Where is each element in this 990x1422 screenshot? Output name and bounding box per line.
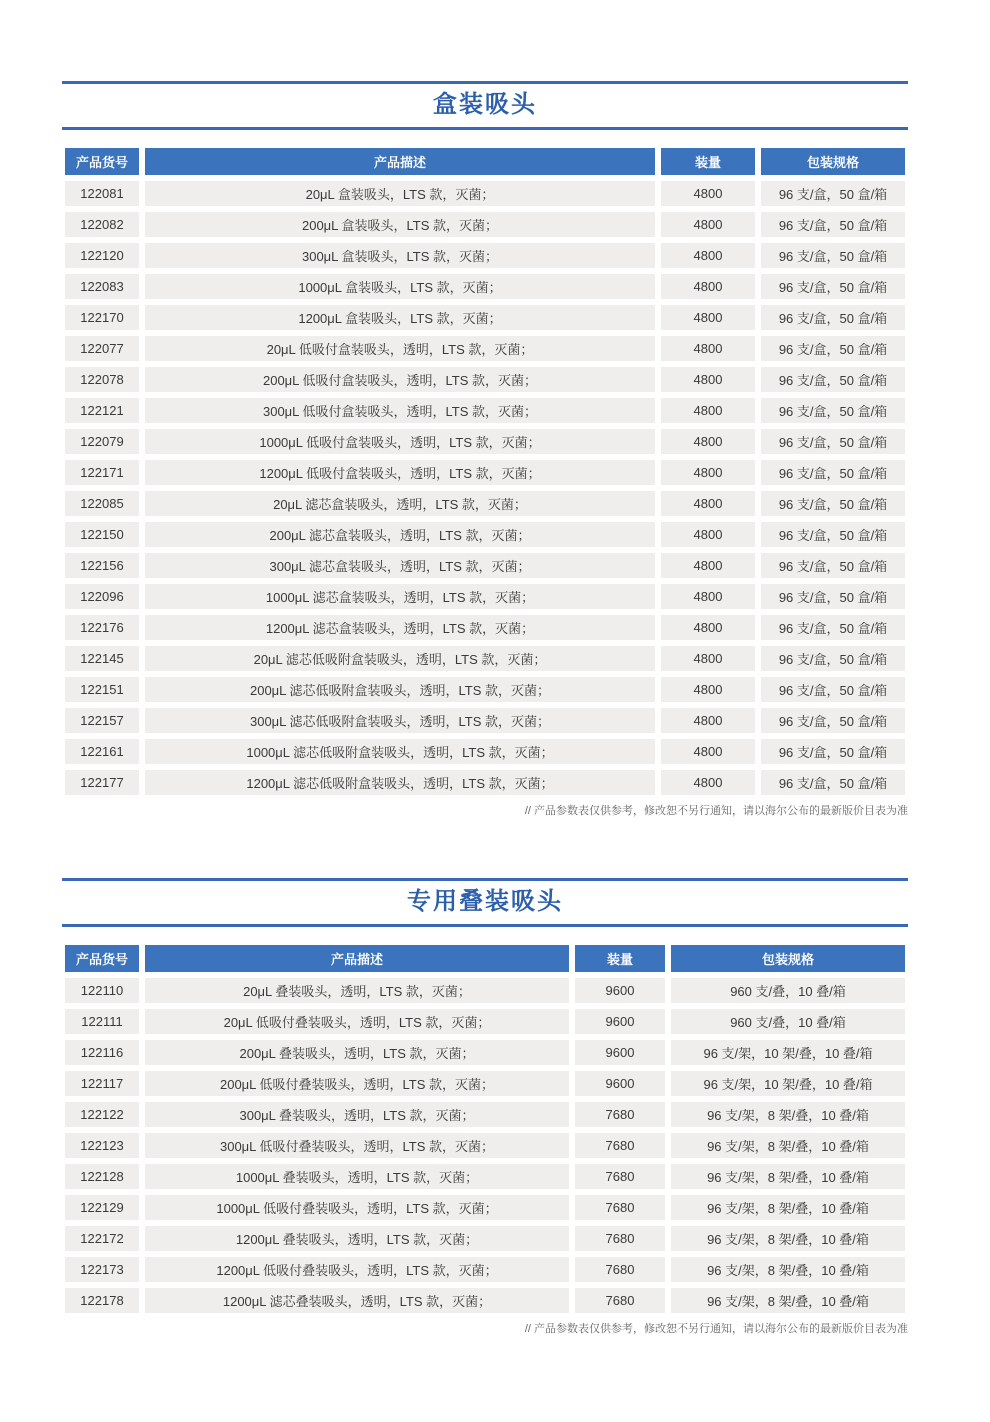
description-cell: 20μL 滤芯盒装吸头，透明，LTS 款，灭菌； — [142, 488, 658, 519]
table-row — [62, 767, 908, 798]
description-cell: 300μL 低吸付叠装吸头，透明，LTS 款，灭菌； — [142, 1130, 572, 1161]
quantity-cell: 7680 — [572, 1192, 668, 1223]
product-code-cell: 122145 — [62, 643, 142, 674]
packaging-cell: 96 支/架，8 架/叠，10 叠/箱 — [668, 1099, 908, 1130]
title-rule-bottom — [62, 924, 908, 927]
column-header-product-code: 产品货号 — [62, 942, 142, 975]
packaging-cell: 96 支/盒，50 盒/箱 — [758, 178, 908, 209]
quantity-cell: 4800 — [658, 364, 758, 395]
product-code-cell: 122151 — [62, 674, 142, 705]
product-table — [62, 145, 908, 798]
description-cell: 300μL 滤芯低吸附盒装吸头，透明，LTS 款，灭菌； — [142, 705, 658, 736]
description-cell: 1200μL 滤芯低吸附盒装吸头，透明，LTS 款，灭菌； — [142, 767, 658, 798]
product-code-cell: 122177 — [62, 767, 142, 798]
description-cell: 1200μL 滤芯叠装吸头，透明，LTS 款，灭菌； — [142, 1285, 572, 1316]
catalog-page — [62, 0, 908, 1336]
product-code-cell: 122117 — [62, 1068, 142, 1099]
description-cell: 20μL 滤芯低吸附盒装吸头，透明，LTS 款，灭菌； — [142, 643, 658, 674]
product-code-cell: 122082 — [62, 209, 142, 240]
table-row — [62, 1285, 908, 1316]
quantity-cell: 4800 — [658, 426, 758, 457]
section-boxed-tips — [62, 81, 908, 818]
table-row — [62, 1192, 908, 1223]
packaging-cell: 96 支/盒，50 盒/箱 — [758, 550, 908, 581]
product-code-cell: 122120 — [62, 240, 142, 271]
packaging-cell: 96 支/盒，50 盒/箱 — [758, 581, 908, 612]
column-header-quantity: 装量 — [658, 145, 758, 178]
product-code-cell: 122161 — [62, 736, 142, 767]
description-cell: 20μL 低吸付叠装吸头，透明，LTS 款，灭菌； — [142, 1006, 572, 1037]
product-code-cell: 122123 — [62, 1130, 142, 1161]
packaging-cell: 96 支/架，10 架/叠，10 叠/箱 — [668, 1037, 908, 1068]
table-row — [62, 1130, 908, 1161]
table-row — [62, 240, 908, 271]
quantity-cell: 7680 — [572, 1099, 668, 1130]
product-code-cell: 122178 — [62, 1285, 142, 1316]
product-code-cell: 122085 — [62, 488, 142, 519]
description-cell: 1000μL 滤芯低吸附盒装吸头，透明，LTS 款，灭菌； — [142, 736, 658, 767]
table-row — [62, 178, 908, 209]
quantity-cell: 4800 — [658, 705, 758, 736]
product-code-cell: 122111 — [62, 1006, 142, 1037]
column-header-product-code: 产品货号 — [62, 145, 142, 178]
quantity-cell: 4800 — [658, 581, 758, 612]
table-row — [62, 1099, 908, 1130]
packaging-cell: 96 支/盒，50 盒/箱 — [758, 395, 908, 426]
product-code-cell: 122096 — [62, 581, 142, 612]
quantity-cell: 4800 — [658, 271, 758, 302]
table-row — [62, 975, 908, 1006]
packaging-cell: 96 支/架，10 架/叠，10 叠/箱 — [668, 1068, 908, 1099]
description-cell: 200μL 滤芯低吸附盒装吸头，透明，LTS 款，灭菌； — [142, 674, 658, 705]
column-header-packaging: 包装规格 — [668, 942, 908, 975]
description-cell: 200μL 叠装吸头，透明，LTS 款，灭菌； — [142, 1037, 572, 1068]
description-cell: 200μL 滤芯盒装吸头，透明，LTS 款，灭菌； — [142, 519, 658, 550]
table-row — [62, 643, 908, 674]
table-header-row — [62, 942, 908, 975]
quantity-cell: 9600 — [572, 1068, 668, 1099]
description-cell: 20μL 叠装吸头，透明，LTS 款，灭菌； — [142, 975, 572, 1006]
description-cell: 1000μL 低吸付叠装吸头，透明，LTS 款，灭菌； — [142, 1192, 572, 1223]
packaging-cell: 96 支/架，8 架/叠，10 叠/箱 — [668, 1130, 908, 1161]
product-code-cell: 122171 — [62, 457, 142, 488]
packaging-cell: 96 支/架，8 架/叠，10 叠/箱 — [668, 1161, 908, 1192]
product-code-cell: 122170 — [62, 302, 142, 333]
product-code-cell: 122128 — [62, 1161, 142, 1192]
product-table — [62, 942, 908, 1316]
description-cell: 20μL 盒装吸头，LTS 款，灭菌； — [142, 178, 658, 209]
table-header — [62, 942, 908, 975]
table-row — [62, 519, 908, 550]
packaging-cell: 96 支/架，8 架/叠，10 叠/箱 — [668, 1285, 908, 1316]
table-row — [62, 1006, 908, 1037]
footnote: // 产品参数表仅供参考，修改恕不另行通知，请以海尔公布的最新版价目表为准 — [524, 1323, 908, 1335]
description-cell: 1200μL 低吸付盒装吸头，透明，LTS 款，灭菌； — [142, 457, 658, 488]
packaging-cell: 96 支/盒，50 盒/箱 — [758, 209, 908, 240]
quantity-cell: 7680 — [572, 1254, 668, 1285]
table-row — [62, 612, 908, 643]
product-code-cell: 122176 — [62, 612, 142, 643]
quantity-cell: 4800 — [658, 178, 758, 209]
product-code-cell: 122078 — [62, 364, 142, 395]
table-row — [62, 426, 908, 457]
table-row — [62, 457, 908, 488]
product-code-cell: 122122 — [62, 1099, 142, 1130]
table-row — [62, 395, 908, 426]
product-code-cell: 122081 — [62, 178, 142, 209]
product-code-cell: 122150 — [62, 519, 142, 550]
quantity-cell: 4800 — [658, 674, 758, 705]
table-row — [62, 271, 908, 302]
table-row — [62, 209, 908, 240]
product-code-cell: 122173 — [62, 1254, 142, 1285]
quantity-cell: 4800 — [658, 550, 758, 581]
product-code-cell: 122083 — [62, 271, 142, 302]
product-code-cell: 122116 — [62, 1037, 142, 1068]
table-row — [62, 1068, 908, 1099]
packaging-cell: 96 支/架，8 架/叠，10 叠/箱 — [668, 1192, 908, 1223]
table-row — [62, 1037, 908, 1068]
product-code-cell: 122172 — [62, 1223, 142, 1254]
packaging-cell: 96 支/盒，50 盒/箱 — [758, 519, 908, 550]
description-cell: 200μL 低吸付叠装吸头，透明，LTS 款，灭菌； — [142, 1068, 572, 1099]
description-cell: 1000μL 低吸付盒装吸头，透明，LTS 款，灭菌； — [142, 426, 658, 457]
packaging-cell: 96 支/盒，50 盒/箱 — [758, 643, 908, 674]
product-code-cell: 122077 — [62, 333, 142, 364]
description-cell: 300μL 低吸付盒装吸头，透明，LTS 款，灭菌； — [142, 395, 658, 426]
packaging-cell: 960 支/叠，10 叠/箱 — [668, 975, 908, 1006]
packaging-cell: 96 支/盒，50 盒/箱 — [758, 488, 908, 519]
table-row — [62, 736, 908, 767]
packaging-cell: 96 支/盒，50 盒/箱 — [758, 426, 908, 457]
description-cell: 1200μL 滤芯盒装吸头，透明，LTS 款，灭菌； — [142, 612, 658, 643]
quantity-cell: 4800 — [658, 209, 758, 240]
column-header-description: 产品描述 — [142, 145, 658, 178]
packaging-cell: 96 支/架，8 架/叠，10 叠/箱 — [668, 1254, 908, 1285]
section-stacked-tips — [62, 878, 908, 1336]
quantity-cell: 4800 — [658, 736, 758, 767]
table-row — [62, 1161, 908, 1192]
quantity-cell: 7680 — [572, 1161, 668, 1192]
quantity-cell: 7680 — [572, 1285, 668, 1316]
product-code-cell: 122129 — [62, 1192, 142, 1223]
quantity-cell: 4800 — [658, 457, 758, 488]
column-header-description: 产品描述 — [142, 942, 572, 975]
packaging-cell: 96 支/盒，50 盒/箱 — [758, 705, 908, 736]
quantity-cell: 4800 — [658, 612, 758, 643]
packaging-cell: 96 支/盒，50 盒/箱 — [758, 333, 908, 364]
table-header-row — [62, 145, 908, 178]
table-body — [62, 178, 908, 798]
column-header-packaging: 包装规格 — [758, 145, 908, 178]
product-code-cell: 122121 — [62, 395, 142, 426]
packaging-cell: 96 支/盒，50 盒/箱 — [758, 457, 908, 488]
table-header — [62, 145, 908, 178]
quantity-cell: 4800 — [658, 767, 758, 798]
table-row — [62, 302, 908, 333]
description-cell: 1200μL 低吸付叠装吸头，透明，LTS 款，灭菌； — [142, 1254, 572, 1285]
product-code-cell: 122110 — [62, 975, 142, 1006]
description-cell: 1000μL 盒装吸头，LTS 款，灭菌； — [142, 271, 658, 302]
table-row — [62, 674, 908, 705]
packaging-cell: 96 支/盒，50 盒/箱 — [758, 302, 908, 333]
packaging-cell: 96 支/盒，50 盒/箱 — [758, 736, 908, 767]
description-cell: 1200μL 叠装吸头，透明，LTS 款，灭菌； — [142, 1223, 572, 1254]
quantity-cell: 4800 — [658, 302, 758, 333]
table-row — [62, 488, 908, 519]
packaging-cell: 96 支/盒，50 盒/箱 — [758, 767, 908, 798]
table-row — [62, 1223, 908, 1254]
table-row — [62, 1254, 908, 1285]
packaging-cell: 96 支/盒，50 盒/箱 — [758, 240, 908, 271]
quantity-cell: 4800 — [658, 240, 758, 271]
description-cell: 1200μL 盒装吸头，LTS 款，灭菌； — [142, 302, 658, 333]
quantity-cell: 7680 — [572, 1223, 668, 1254]
description-cell: 200μL 低吸付盒装吸头，透明，LTS 款，灭菌； — [142, 364, 658, 395]
product-code-cell: 122079 — [62, 426, 142, 457]
description-cell: 20μL 低吸付盒装吸头，透明，LTS 款，灭菌； — [142, 333, 658, 364]
packaging-cell: 96 支/盒，50 盒/箱 — [758, 364, 908, 395]
quantity-cell: 9600 — [572, 1006, 668, 1037]
quantity-cell: 4800 — [658, 333, 758, 364]
table-row — [62, 705, 908, 736]
packaging-cell: 96 支/架，8 架/叠，10 叠/箱 — [668, 1223, 908, 1254]
quantity-cell: 4800 — [658, 643, 758, 674]
quantity-cell: 9600 — [572, 1037, 668, 1068]
table-row — [62, 581, 908, 612]
description-cell: 1000μL 滤芯盒装吸头，透明，LTS 款，灭菌； — [142, 581, 658, 612]
description-cell: 300μL 叠装吸头，透明，LTS 款，灭菌； — [142, 1099, 572, 1130]
quantity-cell: 4800 — [658, 395, 758, 426]
description-cell: 300μL 盒装吸头，LTS 款，灭菌； — [142, 240, 658, 271]
table-body — [62, 975, 908, 1316]
packaging-cell: 960 支/叠，10 叠/箱 — [668, 1006, 908, 1037]
quantity-cell: 4800 — [658, 519, 758, 550]
quantity-cell: 9600 — [572, 975, 668, 1006]
packaging-cell: 96 支/盒，50 盒/箱 — [758, 674, 908, 705]
column-header-quantity: 装量 — [572, 942, 668, 975]
packaging-cell: 96 支/盒，50 盒/箱 — [758, 271, 908, 302]
section-title: 专用叠装吸头 — [407, 888, 563, 915]
packaging-cell: 96 支/盒，50 盒/箱 — [758, 612, 908, 643]
quantity-cell: 4800 — [658, 488, 758, 519]
section-title: 盒装吸头 — [433, 91, 537, 118]
description-cell: 300μL 滤芯盒装吸头，透明，LTS 款，灭菌； — [142, 550, 658, 581]
product-code-cell: 122156 — [62, 550, 142, 581]
product-code-cell: 122157 — [62, 705, 142, 736]
description-cell: 1000μL 叠装吸头，透明，LTS 款，灭菌； — [142, 1161, 572, 1192]
title-rule-bottom — [62, 127, 908, 130]
table-row — [62, 550, 908, 581]
quantity-cell: 7680 — [572, 1130, 668, 1161]
footnote: // 产品参数表仅供参考，修改恕不另行通知，请以海尔公布的最新版价目表为准 — [524, 805, 908, 817]
table-row — [62, 364, 908, 395]
table-row — [62, 333, 908, 364]
description-cell: 200μL 盒装吸头，LTS 款，灭菌； — [142, 209, 658, 240]
